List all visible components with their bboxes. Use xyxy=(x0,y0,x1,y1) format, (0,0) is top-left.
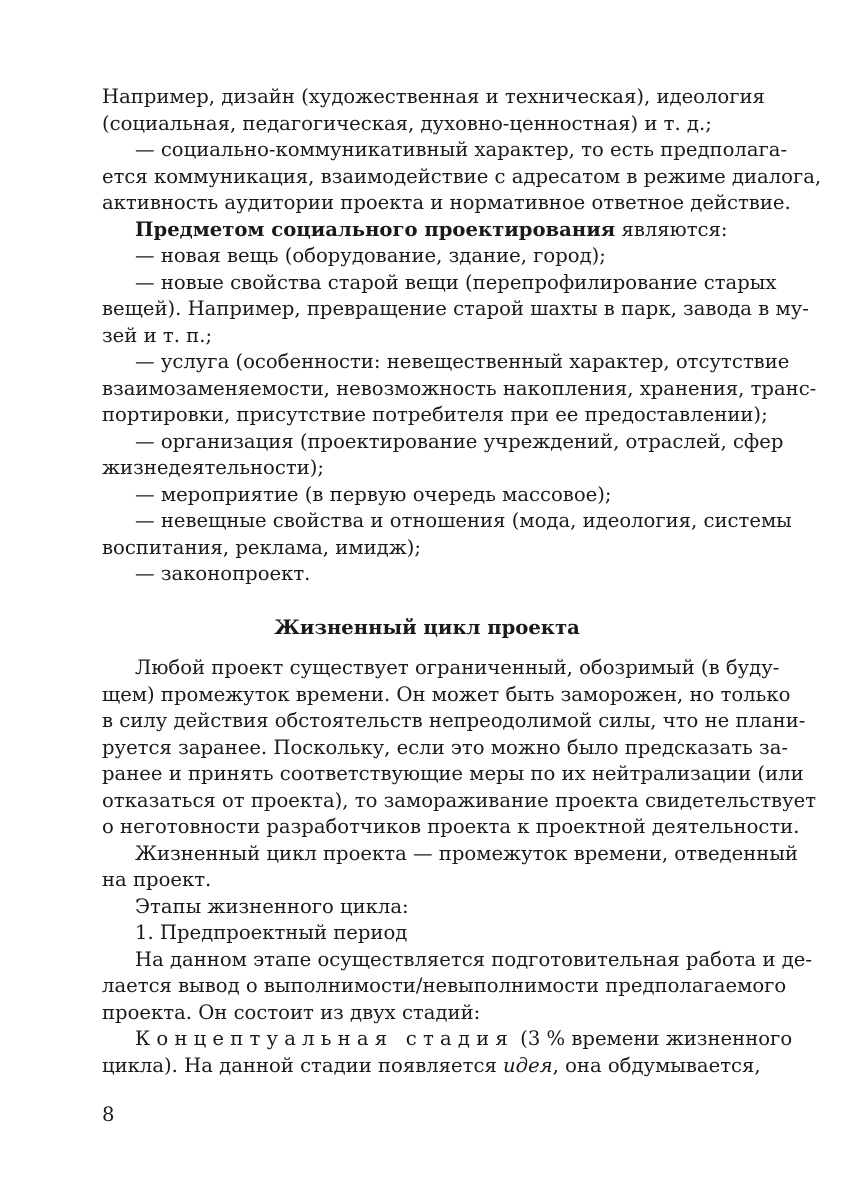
list-item: — новые свойства старой вещи (перепрофилирование старых xyxy=(135,270,777,294)
stage-title: 1. Предпроектный период xyxy=(135,921,408,944)
text-line: Например, дизайн (художественная и техническая), идеология xyxy=(102,85,765,108)
text-line: щем) промежуток времени. Он может быть заморожен, но только xyxy=(102,682,791,706)
text-line: Жизненный цикл проекта — промежуток времени, отведенный xyxy=(135,841,798,865)
list-item: — мероприятие (в первую очередь массовое); xyxy=(135,482,612,506)
text-line: ется коммуникация, взаимодействие с адресатом в режиме диалога, xyxy=(102,164,822,188)
idea-italic: идея xyxy=(503,1053,553,1077)
page-body xyxy=(102,84,822,1079)
text-line: — социально-коммуникативный характер, то есть предполага- xyxy=(135,138,788,161)
text-line: проекта. Он состоит из двух стадий: xyxy=(102,1000,481,1024)
list-item: — услуга (особенности: невещественный характер, отсутствие xyxy=(135,350,790,373)
text-line: отказаться от проекта), то замораживание проекта свидетельствует xyxy=(102,788,817,812)
list-item-cont: воспитания, реклама, имидж); xyxy=(102,535,421,559)
concept-spaced: Концептуальная стадия xyxy=(135,1027,514,1050)
text-line: ранее и принять соответствующие меры по их нейтрализации (или xyxy=(102,762,804,785)
page-number: 8 xyxy=(102,1103,115,1126)
list-item-cont: жизнедеятельности); xyxy=(102,456,324,479)
list-item: — законопроект. xyxy=(135,562,311,585)
subject-bold: Предметом социального проектирования xyxy=(135,217,616,241)
text-line: Этапы жизненного цикла: xyxy=(135,894,409,918)
text-line: на проект. xyxy=(102,868,212,891)
list-item-cont: вещей). Например, превращение старой шахты в парк, завода в му- xyxy=(102,297,809,320)
section-heading: Жизненный цикл проекта xyxy=(274,615,580,639)
text-line: Любой проект существует ограниченный, обозримый (в буду- xyxy=(135,656,780,679)
subject-rest: являются: xyxy=(615,217,728,241)
text-line: лается вывод о выполнимости/невыполнимости предполагаемого xyxy=(102,974,787,997)
text-line: о неготовности разработчиков проекта к проектной деятельности. xyxy=(102,815,800,838)
last-line-start: цикла). На данной стадии появляется xyxy=(102,1053,504,1077)
text-line: На данном этапе осуществляется подготовительная работа и де- xyxy=(135,947,812,971)
concept-line xyxy=(102,1026,793,1053)
list-item-cont: зей и т. п.; xyxy=(102,323,213,347)
last-line-end: , она обдумывается, xyxy=(552,1053,761,1077)
text-line: активность аудитории проекта и нормативное ответное действие. xyxy=(102,191,791,214)
text-line: в силу действия обстоятельств непреодолимой силы, что не плани- xyxy=(102,709,806,732)
text-line: (социальная, педагогическая, духовно-ценностная) и т. д.; xyxy=(102,111,712,135)
concept-rest: (3 % времени жизненного xyxy=(513,1027,793,1050)
list-item: — новая вещь (оборудование, здание, город); xyxy=(135,244,606,267)
list-item-cont: портировки, присутствие потребителя при ее предоставлении); xyxy=(102,403,768,426)
list-item: — организация (проектирование учреждений, отраслей, сфер xyxy=(135,429,784,453)
list-item: — невещные свойства и отношения (мода, идеология, системы xyxy=(135,509,792,532)
text-line: руется заранее. Поскольку, если это можно было предсказать за- xyxy=(102,735,789,759)
subject-line xyxy=(102,217,752,244)
list-item-cont: взаимозаменяемости, невозможность накопления, хранения, транс- xyxy=(102,376,817,400)
text-line xyxy=(102,1053,761,1080)
